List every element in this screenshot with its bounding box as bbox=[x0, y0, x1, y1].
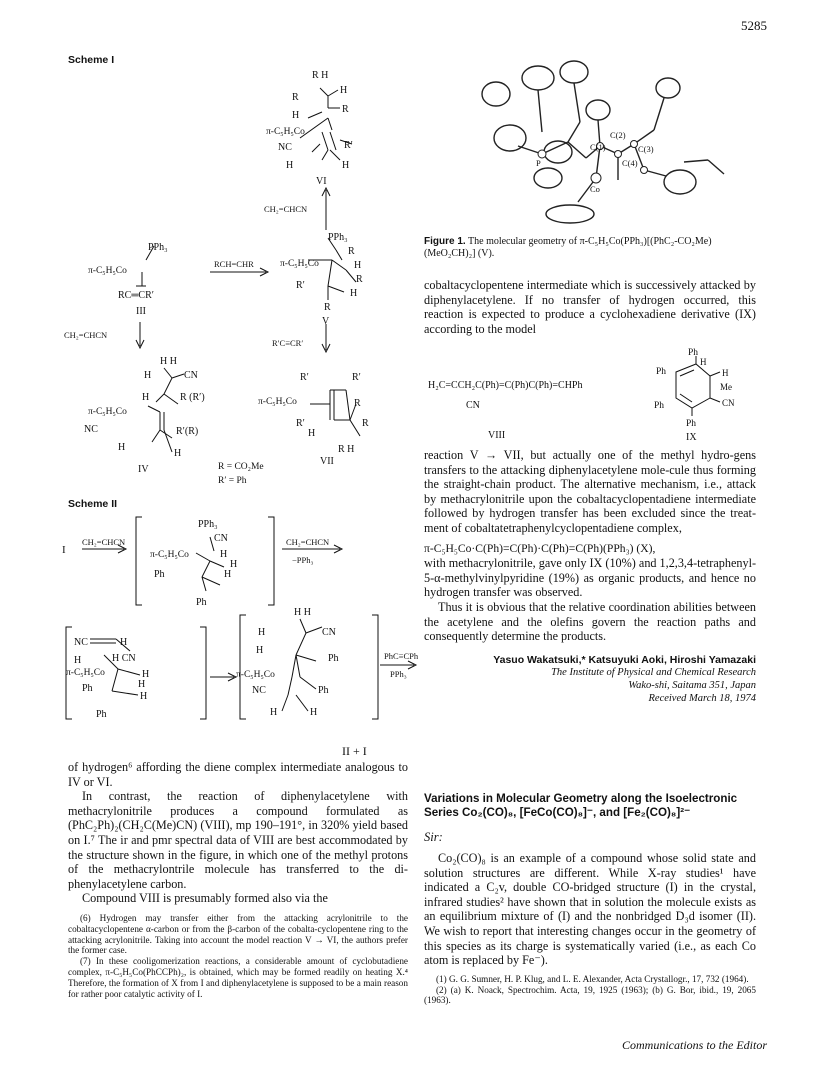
svg-text:RC═CR′: RC═CR′ bbox=[118, 290, 154, 301]
svg-text:H: H bbox=[118, 442, 126, 453]
label-IX: IX bbox=[686, 432, 697, 443]
svg-text:PPh₃: PPh₃ bbox=[198, 519, 218, 530]
svg-text:R (R′): R (R′) bbox=[180, 392, 205, 403]
compound-VI-label: VI bbox=[316, 176, 327, 187]
scheme-2-reagent-2: CH₂=CHCN bbox=[286, 537, 330, 547]
svg-text:H: H bbox=[342, 160, 350, 171]
substituent-Rprime: R′ = Ph bbox=[218, 476, 247, 486]
svg-text:H: H bbox=[700, 357, 707, 367]
svg-text:NC: NC bbox=[84, 424, 98, 435]
formula-X: π-C₅H₅Co·C(Ph)=C(Ph)·C(Ph)=C(Ph)(PPh₃) (X), bbox=[424, 541, 656, 555]
left-continuation: of hydrogen⁶ affording the diene complex intermediate analogous to IV or VI. bbox=[68, 760, 408, 789]
scheme-2-reagent-1: CH₂=CHCN bbox=[82, 537, 126, 547]
svg-text:Me: Me bbox=[720, 382, 732, 392]
svg-text:Ph: Ph bbox=[154, 569, 165, 580]
journal-footer: Communications to the Editor bbox=[622, 1038, 767, 1052]
address: Wako-shi, Saitama 351, Japan bbox=[628, 679, 756, 691]
svg-text:H: H bbox=[256, 645, 264, 656]
svg-text:Ph: Ph bbox=[688, 348, 699, 358]
svg-text:Ph: Ph bbox=[82, 683, 93, 694]
scheme-2-reagent-3: PhC≡CPh bbox=[384, 651, 419, 661]
scheme-2-reagent-2-loss: −PPh₃ bbox=[292, 555, 314, 565]
scheme-2-diagram bbox=[60, 505, 420, 735]
compound-V-label: V bbox=[322, 316, 330, 327]
svg-text:CN: CN bbox=[214, 533, 228, 544]
svg-text:H: H bbox=[230, 559, 238, 570]
right-column-top bbox=[424, 278, 756, 336]
svg-text:H: H bbox=[258, 627, 266, 638]
reagent-ch2chcn-top: CH₂=CHCN bbox=[264, 204, 308, 214]
svg-text:H: H bbox=[224, 569, 232, 580]
svg-text:H CN: H CN bbox=[112, 653, 136, 664]
scheme-2-label: Scheme II bbox=[68, 498, 118, 510]
svg-text:NC: NC bbox=[74, 637, 88, 648]
svg-text:H: H bbox=[174, 448, 182, 459]
svg-text:π-C₅H₅Co: π-C₅H₅Co bbox=[280, 259, 319, 269]
svg-text:R: R bbox=[348, 246, 355, 257]
svg-text:π-C₅H₅Co: π-C₅H₅Co bbox=[88, 407, 127, 417]
svg-text:H: H bbox=[310, 707, 318, 718]
page-number: 5285 bbox=[741, 18, 767, 33]
scheme-2-products: II + I bbox=[342, 744, 367, 758]
svg-text:CN: CN bbox=[184, 370, 198, 381]
svg-text:Ph: Ph bbox=[318, 685, 329, 696]
svg-text:H: H bbox=[142, 392, 150, 403]
svg-text:R: R bbox=[356, 274, 363, 285]
figure-1-label: Figure 1. bbox=[424, 236, 466, 247]
svg-text:H: H bbox=[220, 549, 228, 560]
institute: The Institute of Physical and Chemical Research bbox=[551, 666, 756, 678]
reagent-ch2chcn-left: CH₂=CHCN bbox=[64, 330, 108, 340]
svg-text:Ph: Ph bbox=[196, 597, 207, 608]
svg-text:Ph: Ph bbox=[654, 401, 665, 411]
scheme-1-label: Scheme I bbox=[68, 54, 115, 66]
right-para-3: with methacrylonitrile, gave only IX (10%) and 1,2,3,4-tetraphenyl-5-α-methylvinylpyridine (19%) as organic products, and hence no hydrogen transfer was observed. bbox=[424, 556, 757, 600]
svg-text:H: H bbox=[308, 428, 316, 439]
svg-text:PPh₃: PPh₃ bbox=[328, 232, 348, 243]
right-para-1: cobaltacyclopentene intermediate which is successively attacked by diphenylacetylene. If no transfer of hydrogen occurred, this reaction is expected to produce a cyclohexadiene derivative (IX) according to the model bbox=[424, 278, 756, 336]
right-para-2: reaction V → VII, but actually one of the methyl hydro-gens transfers to the attacking diphenylacetylene mole-cule thus forming the straight-chain product. The alternative mechanism, i.e., attack by methacrylonitrile upon the cobaltacyclopentadiene intermediate followed by hydrogen transfer has been excluded since the treat-ment of cobaltatetraphenylcyclopentadiene complex, bbox=[424, 448, 756, 535]
svg-text:π-C₅H₅Co: π-C₅H₅Co bbox=[236, 670, 275, 680]
ref-footnote-2: (2) (a) K. Noack, Spectrochim. Acta, 19, 1925 (1963); (b) G. Bor, ibid., 19, 2065 (1963). bbox=[424, 984, 756, 1006]
svg-text:R: R bbox=[342, 104, 349, 115]
svg-text:R H: R H bbox=[338, 444, 355, 455]
svg-text:R′: R′ bbox=[296, 280, 305, 291]
atom-label-c4: C(4) bbox=[622, 158, 638, 168]
svg-text:R′: R′ bbox=[300, 372, 309, 383]
svg-text:π-C₅H₅Co: π-C₅H₅Co bbox=[66, 668, 105, 678]
right-column-new-article bbox=[424, 792, 756, 1006]
label-VIII: VIII bbox=[488, 430, 506, 441]
svg-text:H: H bbox=[722, 368, 729, 378]
scheme-2-reagent-3-loss: PPh₃ bbox=[390, 669, 407, 679]
atom-label-p: P bbox=[536, 158, 541, 168]
svg-text:H: H bbox=[350, 288, 358, 299]
figure-1-caption bbox=[424, 236, 756, 260]
scheme-1-diagram bbox=[60, 60, 420, 490]
svg-text:Ph: Ph bbox=[328, 653, 339, 664]
footnote-6: (6) Hydrogen may transfer either from the attacking acrylonitrile to the cobaltacyclopentene α-carbon or from the β-carbon of the cobalta-cyclopentene ring to the attacking acrylonitrile. Taking into account the model reaction V → VI, the authors prefer the former case. bbox=[68, 912, 408, 956]
svg-text:π-C₅H₅Co: π-C₅H₅Co bbox=[88, 266, 127, 276]
svg-text:H: H bbox=[120, 637, 128, 648]
svg-text:H: H bbox=[74, 655, 82, 666]
svg-text:π-C₅H₅Co: π-C₅H₅Co bbox=[150, 550, 189, 560]
svg-text:R′: R′ bbox=[296, 418, 305, 429]
svg-text:R: R bbox=[292, 92, 299, 103]
svg-text:Ph: Ph bbox=[686, 419, 697, 429]
svg-text:π-C₅H₅Co: π-C₅H₅Co bbox=[266, 127, 305, 137]
ref-footnote-1: (1) G. G. Sumner, H. P. Klug, and L. E. Alexander, Acta Crystallogr., 17, 732 (1964). bbox=[436, 973, 749, 984]
svg-text:CN: CN bbox=[322, 627, 336, 638]
svg-text:H: H bbox=[144, 370, 152, 381]
formula-VIII-cn: CN bbox=[466, 400, 480, 411]
svg-text:H: H bbox=[340, 85, 348, 96]
svg-text:H: H bbox=[292, 110, 300, 121]
right-column-middle bbox=[424, 448, 756, 705]
svg-text:R: R bbox=[354, 398, 361, 409]
svg-text:R: R bbox=[324, 302, 331, 313]
compound-IV-label: IV bbox=[138, 464, 149, 475]
author-names: Yasuo Wakatsuki,* Katsuyuki Aoki, Hiroshi Yamazaki bbox=[493, 653, 756, 666]
svg-text:R′: R′ bbox=[344, 140, 353, 151]
svg-text:R′: R′ bbox=[352, 372, 361, 383]
svg-text:H: H bbox=[270, 707, 278, 718]
right-para-4: Thus it is obvious that the relative coordination abilities between the acetylene and the olefins govern the reaction paths and consequently determine the products. bbox=[424, 599, 756, 644]
svg-text:H: H bbox=[140, 691, 148, 702]
reagent-rch-chr: RCH=CHR bbox=[214, 259, 254, 269]
left-para-2: Compound VIII is presumably formed also via the bbox=[82, 891, 328, 906]
svg-text:H: H bbox=[142, 669, 150, 680]
svg-text:R: R bbox=[362, 418, 369, 429]
left-para-1: In contrast, the reaction of diphenylacetylene with methacrylonitrile produces a compound formulated as (PhC₂Ph)₂(CH₂C(Me)CN) (VIII), mp 190–191°, in 320% yield based on I.⁷ The ir and pmr spectral data of VIII are best accommodated by the structure shown in the figure, in which one of the methyl protons of the methacrylontrile molecule has transferred to the di-phenylacetylene carbon. bbox=[68, 789, 408, 891]
svg-text:NC: NC bbox=[278, 142, 292, 153]
svg-text:Ph: Ph bbox=[656, 367, 667, 377]
compound-III-label: III bbox=[136, 306, 146, 317]
section-title: Variations in Molecular Geometry along the Isoelectronic Series Co₂(CO)₈, [FeCo(CO)₈]⁻, and [Fe₂(CO)₈]²⁻ bbox=[424, 792, 738, 819]
svg-text:H: H bbox=[286, 160, 294, 171]
svg-text:NC: NC bbox=[252, 685, 266, 696]
reagent-rc-cr: R′C≡CR′ bbox=[272, 338, 304, 348]
atom-label-c2: C(2) bbox=[610, 130, 626, 140]
atom-label-co: Co bbox=[590, 184, 600, 194]
compound-VII-label: VII bbox=[320, 456, 334, 467]
svg-text:Ph: Ph bbox=[96, 709, 107, 720]
footnote-7: (7) In these cooligomerization reactions, a considerable amount of cyclobutadiene complex, π-C₅H₅Co(PhCCPh)₂, is obtained, which may be formed readily on heating X.⁴ Therefore, the formation of X from I and diphenylacetylene is supposed to be a main reason for rather poor catalytic activity of I. bbox=[68, 956, 408, 999]
svg-text:H H: H H bbox=[294, 607, 311, 618]
svg-text:H H: H H bbox=[160, 356, 177, 367]
figure-1-caption-text: The molecular geometry of π-C₅H₅Co(PPh₃)[(PhC₂-CO₂Me)(MeO₂CH)₂] (V). bbox=[424, 236, 712, 259]
atom-label-c3: C(3) bbox=[638, 144, 654, 154]
svg-text:CN: CN bbox=[722, 398, 735, 408]
structure-IX bbox=[636, 346, 746, 446]
svg-text:H: H bbox=[354, 260, 362, 271]
right-para-5: Co₂(CO)₈ is an example of a compound whose solid state and solution structures are different. While X-ray studies¹ have indicated a C₂v, double CO-bridged structure (I) in the crystal, infrared studies² have shown that in solution the molecule exists as an equilibrium mixture of (I) and the nonbridged D₃d isomer (II). We wish to report that interesting changes occur in the geometry of this species as its charge is systematically varied (i.e., as each Co atom is replaced by Fe⁻). bbox=[424, 851, 756, 968]
scheme-2-start: I bbox=[62, 544, 66, 556]
salutation: Sir: bbox=[424, 830, 443, 844]
svg-text:π-C₅H₅Co: π-C₅H₅Co bbox=[258, 397, 297, 407]
figure-1-molecule bbox=[448, 42, 738, 228]
svg-text:R H: R H bbox=[312, 70, 329, 81]
svg-text:H: H bbox=[138, 679, 146, 690]
left-column bbox=[68, 760, 408, 999]
atom-label-c1: C(1) bbox=[590, 142, 606, 152]
substituent-R: R = CO₂Me bbox=[218, 462, 264, 472]
svg-text:R′(R): R′(R) bbox=[176, 426, 199, 437]
received-date: Received March 18, 1974 bbox=[648, 692, 756, 704]
formula-VIII: H₂C=CCH₂C(Ph)=C(Ph)C(Ph)=CHPh bbox=[428, 380, 583, 391]
svg-text:PPh₃: PPh₃ bbox=[148, 242, 168, 253]
